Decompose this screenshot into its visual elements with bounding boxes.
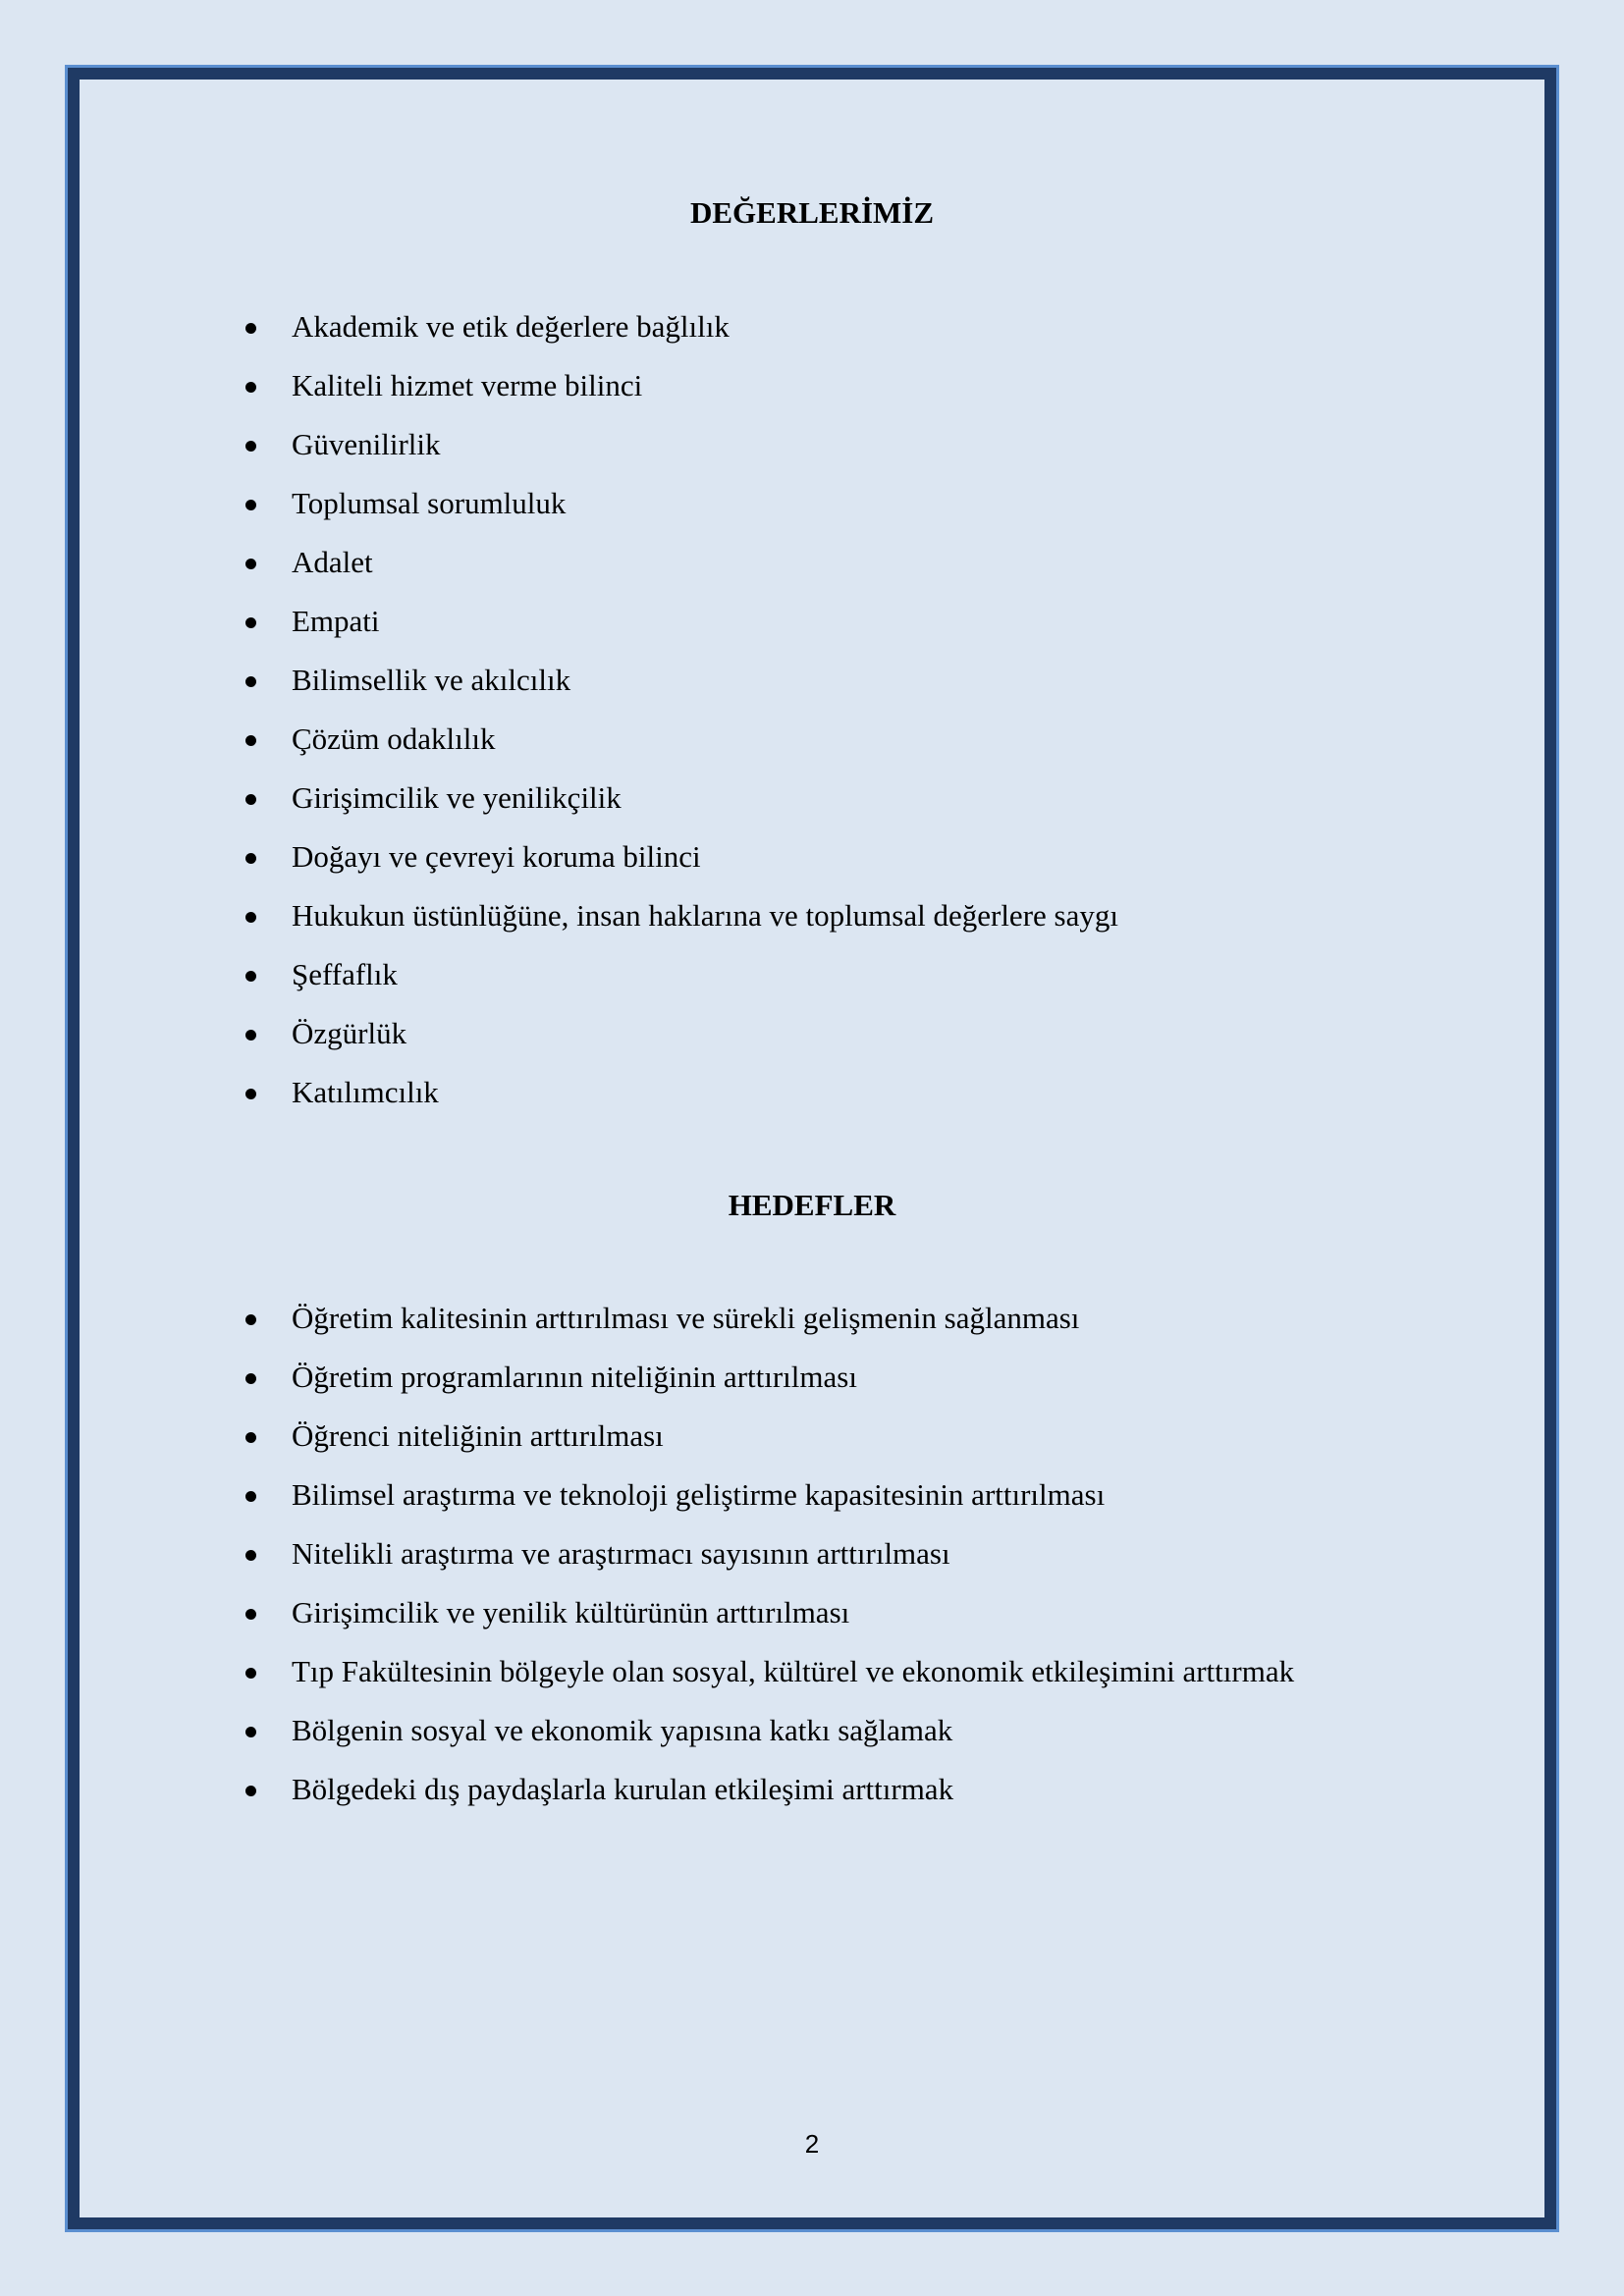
list-item — [0, 1534, 1624, 1593]
list-item — [0, 366, 1624, 425]
list-item-text: Bilimsel araştırma ve teknoloji geliştirme kapasitesinin arttırılması — [292, 1477, 1106, 1512]
bullet-icon — [245, 1668, 256, 1679]
bullet-icon — [245, 441, 256, 452]
list-item — [0, 1475, 1624, 1534]
list-item-text: Bölgedeki dış paydaşlarla kurulan etkileşimi arttırmak — [292, 1772, 954, 1806]
list-item — [0, 955, 1624, 1014]
bullet-icon — [245, 971, 256, 982]
list-item-text: Akademik ve etik değerlere bağlılık — [292, 309, 730, 344]
list-item — [0, 1593, 1624, 1652]
list-item — [0, 543, 1624, 602]
bullet-icon — [245, 676, 256, 687]
list-item — [0, 425, 1624, 484]
list-item-text: Tıp Fakültesinin bölgeyle olan sosyal, kültürel ve ekonomik etkileşimini arttırmak — [292, 1654, 1295, 1688]
list-item-text: Özgürlük — [292, 1016, 407, 1050]
list-item — [0, 1416, 1624, 1475]
bullet-icon — [245, 500, 256, 510]
list-item — [0, 1358, 1624, 1416]
list-item — [0, 1770, 1624, 1829]
bullet-icon — [245, 1314, 256, 1325]
list-item-text: Çözüm odaklılık — [292, 721, 496, 756]
bullet-icon — [245, 559, 256, 569]
list-item-text: Nitelikli araştırma ve araştırmacı sayısının arttırılması — [292, 1536, 950, 1571]
bullet-icon — [245, 1609, 256, 1620]
list-item — [0, 1711, 1624, 1770]
list-item — [0, 1299, 1624, 1358]
bullet-icon — [245, 1550, 256, 1561]
bullet-icon — [245, 382, 256, 393]
list-item-text: Katılımcılık — [292, 1075, 439, 1109]
list-item — [0, 661, 1624, 720]
list-item-text: Toplumsal sorumluluk — [292, 486, 567, 520]
bullet-icon — [245, 853, 256, 864]
list-item-text: Öğretim kalitesinin arttırılması ve sürekli gelişmenin sağlanması — [292, 1301, 1080, 1335]
bullet-icon — [245, 912, 256, 923]
list-item — [0, 602, 1624, 661]
bullet-icon — [245, 323, 256, 334]
bullet-icon — [245, 1491, 256, 1502]
list-item-text: Adalet — [292, 545, 373, 579]
bullet-icon — [245, 1727, 256, 1737]
list-item — [0, 1652, 1624, 1711]
list-item-text: Girişimcilik ve yenilik kültürünün arttırılması — [292, 1595, 850, 1629]
bullet-icon — [245, 1030, 256, 1041]
values-heading: DEĞERLERİMİZ — [689, 195, 935, 230]
list-item-text: Girişimcilik ve yenilikçilik — [292, 780, 622, 815]
list-item-text: Hukukun üstünlüğüne, insan haklarına ve toplumsal değerlere saygı — [292, 898, 1118, 933]
list-item — [0, 837, 1624, 896]
goals-heading: HEDEFLER — [728, 1188, 896, 1222]
list-item-text: Öğretim programlarının niteliğinin arttırılması — [292, 1360, 857, 1394]
list-item-text: Kaliteli hizmet verme bilinci — [292, 368, 643, 402]
list-item — [0, 720, 1624, 778]
list-item — [0, 1014, 1624, 1073]
list-item — [0, 1073, 1624, 1132]
list-item-text: Öğrenci niteliğinin arttırılması — [292, 1418, 664, 1453]
list-item — [0, 307, 1624, 366]
bullet-icon — [245, 735, 256, 746]
list-item — [0, 896, 1624, 955]
list-item-text: Şeffaflık — [292, 957, 398, 991]
bullet-icon — [245, 794, 256, 805]
list-item — [0, 778, 1624, 837]
list-item — [0, 484, 1624, 543]
list-item-text: Empati — [292, 604, 380, 638]
list-item-text: Güvenilirlik — [292, 427, 441, 461]
bullet-icon — [245, 1432, 256, 1443]
goals-list — [0, 1299, 1624, 1829]
bullet-icon — [245, 1373, 256, 1384]
list-item-text: Bilimsellik ve akılcılık — [292, 663, 571, 697]
page-number: 2 — [804, 2129, 820, 2159]
bullet-icon — [245, 1786, 256, 1796]
values-list — [0, 307, 1624, 1132]
list-item-text: Doğayı ve çevreyi koruma bilinci — [292, 839, 701, 874]
bullet-icon — [245, 617, 256, 628]
bullet-icon — [245, 1089, 256, 1099]
list-item-text: Bölgenin sosyal ve ekonomik yapısına katkı sağlamak — [292, 1713, 953, 1747]
